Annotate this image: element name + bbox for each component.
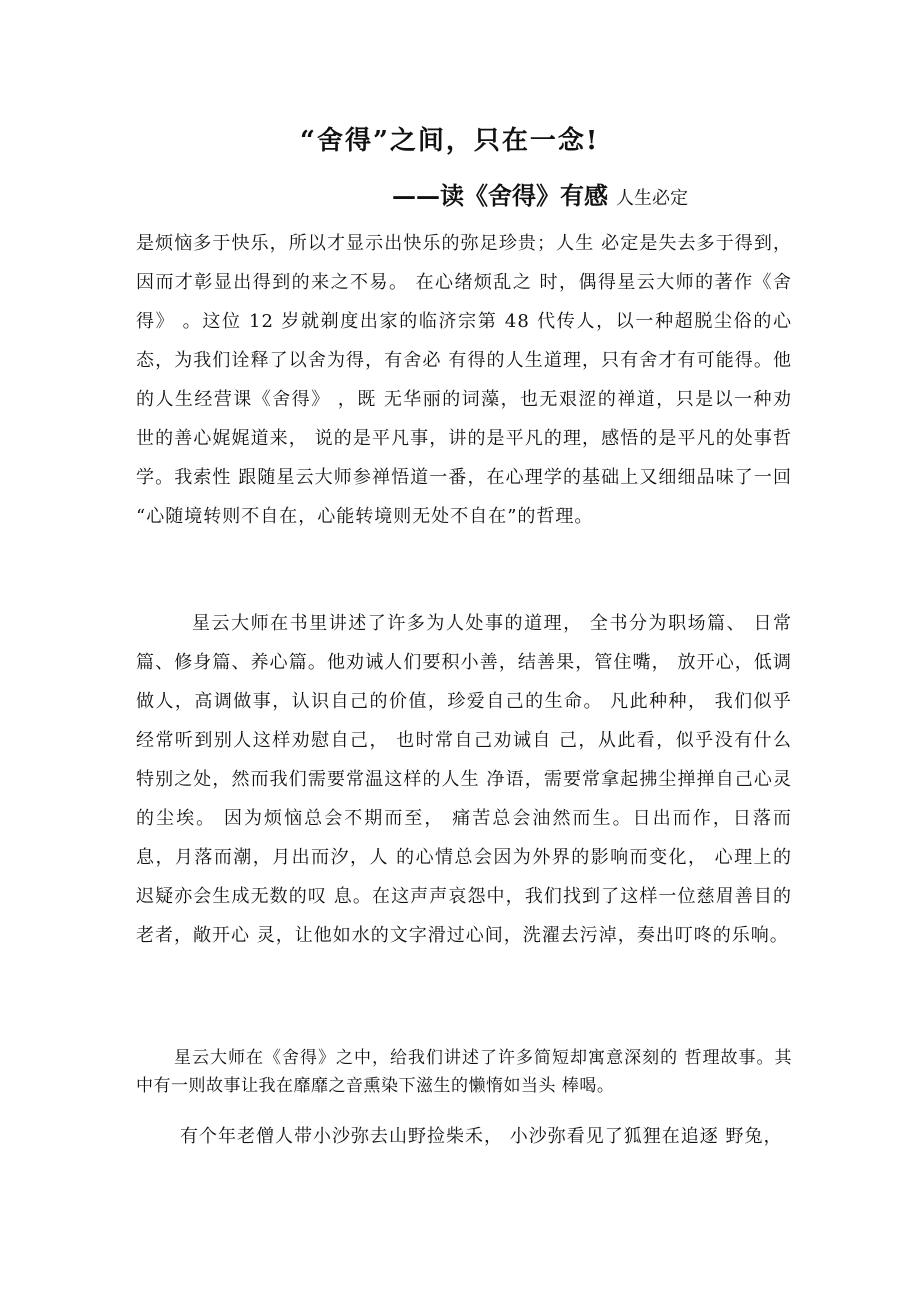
paragraph-4: 有个年老僧人带小沙弥去山野捡柴禾， 小沙弥看见了狐狸在追逐 野兔， [180,1126,783,1147]
paragraph-3: 星云大师在《舍得》之中，给我们讲述了许多简短却寓意深刻的 哲理故事。其中有一则故事让我在靡靡之音熏染下滋生的懒惰如当头 棒喝。 [136,1048,792,1096]
document-title: “舍得”之间，只在一念! [300,126,600,156]
subtitle-text: ——读《舍得》有感 [392,181,608,210]
paragraph-1: 是烦恼多于快乐，所以才显示出快乐的弥足珍贵；人生 必定是失去多于得到，因而才彰显出得到的来之不易。 在心绪烦乱之 时，偶得星云大师的著作《舍得》 。这位 12 岁就剃度出家的临济宗第 48 代传人，以一种超脱尘俗的心态，为我们诠释了以舍为得，有舍必 有得的人生道理，只有舍才有可能得。他的人生经营课《舍得》 ，既 无华丽的词藻，也无艰涩的禅道，只是以一种劝世的善心娓娓道来， 说的是平凡事，讲的是平凡的理，感悟的是平凡的处事哲学。我索性 跟随星云大师参禅悟道一番，在心理学的基础上又细细品味了一回 “心随境转则不自在，心能转境则无处不自在”的哲理。 [136,233,792,527]
paragraph-2: 星云大师在书里讲述了许多为人处事的道理， 全书分为职场篇、 日常篇、修身篇、养心篇。他劝诫人们要积小善，结善果，管住嘴， 放开心，低调做人，高调做事，认识自己的价值，珍爱自己的生命。 凡此种种， 我们似乎经常听到别人这样劝慰自己， 也时常自己劝诫自 己，从此看，似乎没有什么特别之处，然而我们需要常温这样的人生 净语，需要常拿起拂尘掸掸自己心灵的尘埃。 因为烦恼总会不期而至， 痛苦总会油然而生。日出而作，日落而息，月落而潮，月出而汐，人 的心情总会因为外界的影响而变化， 心理上的迟疑亦会生成无数的叹 息。在这声声哀怨中，我们找到了这样一位慈眉善目的老者，敞开心 灵，让他如水的文字滑过心间，洗濯去污淖，奏出叮咚的乐响。 [136,613,792,946]
subtitle-tail: 人生必定 [616,188,688,209]
document-subtitle [392,176,688,211]
